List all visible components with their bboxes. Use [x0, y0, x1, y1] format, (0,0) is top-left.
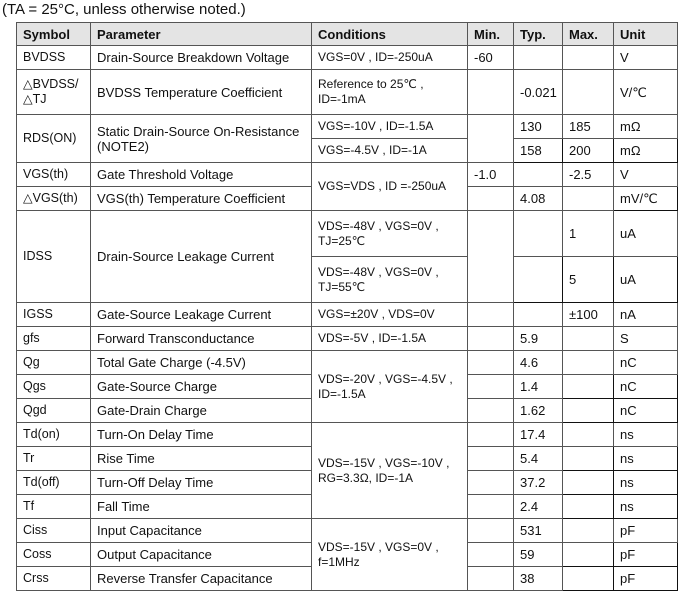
table-caption: (TA = 25°C, unless otherwise noted.) — [2, 1, 246, 18]
max-cell: -2.5 — [563, 163, 614, 187]
table-row — [17, 115, 678, 139]
typ-cell — [514, 303, 563, 327]
parameter-cell: Rise Time — [91, 447, 312, 471]
symbol-cell: VGS(th) — [17, 163, 91, 187]
parameter-cell: Gate-Drain Charge — [91, 399, 312, 423]
parameter-cell: Static Drain-Source On-Resistance (NOTE2) — [91, 115, 312, 163]
symbol-cell: Qgd — [17, 399, 91, 423]
typ-cell: 531 — [514, 519, 563, 543]
header-parameter: Parameter — [91, 23, 312, 46]
unit-cell: ns — [614, 471, 678, 495]
typ-cell — [514, 257, 563, 303]
typ-cell: 158 — [514, 139, 563, 163]
typ-cell: 38 — [514, 567, 563, 591]
typ-cell: 1.62 — [514, 399, 563, 423]
min-cell — [468, 543, 514, 567]
max-cell: 185 — [563, 115, 614, 139]
max-cell — [563, 471, 614, 495]
table-row — [17, 351, 678, 375]
typ-cell: 17.4 — [514, 423, 563, 447]
unit-cell: uA — [614, 257, 678, 303]
conditions-cell: VGS=0V , ID=-250uA — [312, 46, 468, 70]
max-cell — [563, 447, 614, 471]
min-cell — [468, 375, 514, 399]
typ-cell: 4.6 — [514, 351, 563, 375]
max-cell — [563, 70, 614, 115]
min-cell: -60 — [468, 46, 514, 70]
min-cell — [468, 567, 514, 591]
parameter-cell: Total Gate Charge (-4.5V) — [91, 351, 312, 375]
min-cell — [468, 70, 514, 115]
symbol-cell: Tf — [17, 495, 91, 519]
header-unit: Unit — [614, 23, 678, 46]
unit-cell: nC — [614, 351, 678, 375]
typ-cell: 37.2 — [514, 471, 563, 495]
symbol-cell: Qgs — [17, 375, 91, 399]
typ-cell — [514, 163, 563, 187]
unit-cell: nC — [614, 399, 678, 423]
typ-cell — [514, 211, 563, 257]
unit-cell: nA — [614, 303, 678, 327]
max-cell — [563, 543, 614, 567]
symbol-cell: Ciss — [17, 519, 91, 543]
max-cell: 1 — [563, 211, 614, 257]
conditions-cell: VGS=VDS , ID =-250uA — [312, 163, 468, 211]
electrical-characteristics-table — [16, 22, 678, 591]
symbol-cell: IDSS — [17, 211, 91, 303]
unit-cell: pF — [614, 567, 678, 591]
min-cell — [468, 351, 514, 375]
unit-cell: V — [614, 46, 678, 70]
max-cell — [563, 46, 614, 70]
typ-cell: 4.08 — [514, 187, 563, 211]
unit-cell: S — [614, 327, 678, 351]
max-cell — [563, 375, 614, 399]
table-row — [17, 327, 678, 351]
conditions-cell: VGS=-4.5V , ID=-1A — [312, 139, 468, 163]
parameter-cell: Forward Transconductance — [91, 327, 312, 351]
symbol-cell: gfs — [17, 327, 91, 351]
typ-cell: 5.4 — [514, 447, 563, 471]
parameter-cell: Reverse Transfer Capacitance — [91, 567, 312, 591]
typ-cell: 1.4 — [514, 375, 563, 399]
conditions-cell: Reference to 25℃ , ID=-1mA — [312, 70, 468, 115]
symbol-cell: Qg — [17, 351, 91, 375]
max-cell — [563, 567, 614, 591]
table-row — [17, 423, 678, 447]
max-cell — [563, 495, 614, 519]
symbol-cell: BVDSS — [17, 46, 91, 70]
symbol-cell: RDS(ON) — [17, 115, 91, 163]
parameter-cell: Drain-Source Leakage Current — [91, 211, 312, 303]
parameter-cell: VGS(th) Temperature Coefficient — [91, 187, 312, 211]
max-cell — [563, 327, 614, 351]
min-cell — [468, 327, 514, 351]
parameter-cell: Turn-On Delay Time — [91, 423, 312, 447]
min-cell — [468, 519, 514, 543]
max-cell: ±100 — [563, 303, 614, 327]
max-cell — [563, 423, 614, 447]
min-cell — [468, 423, 514, 447]
table-row — [17, 46, 678, 70]
min-cell — [468, 211, 514, 303]
unit-cell: uA — [614, 211, 678, 257]
conditions-cell: VDS=-15V , VGS=-10V , RG=3.3Ω, ID=-1A — [312, 423, 468, 519]
parameter-cell: BVDSS Temperature Coefficient — [91, 70, 312, 115]
typ-cell: 5.9 — [514, 327, 563, 351]
min-cell — [468, 187, 514, 211]
conditions-cell: VGS=±20V , VDS=0V — [312, 303, 468, 327]
max-cell — [563, 399, 614, 423]
typ-cell — [514, 46, 563, 70]
header-conditions: Conditions — [312, 23, 468, 46]
unit-cell: V/℃ — [614, 70, 678, 115]
table-row — [17, 519, 678, 543]
symbol-cell: Coss — [17, 543, 91, 567]
unit-cell: mΩ — [614, 115, 678, 139]
typ-cell: 59 — [514, 543, 563, 567]
max-cell — [563, 519, 614, 543]
header-symbol: Symbol — [17, 23, 91, 46]
min-cell: -1.0 — [468, 163, 514, 187]
unit-cell: ns — [614, 495, 678, 519]
conditions-cell: VDS=-5V , ID=-1.5A — [312, 327, 468, 351]
symbol-cell: Td(on) — [17, 423, 91, 447]
parameter-cell: Output Capacitance — [91, 543, 312, 567]
min-cell — [468, 471, 514, 495]
unit-cell: mV/℃ — [614, 187, 678, 211]
parameter-cell: Input Capacitance — [91, 519, 312, 543]
symbol-cell: △BVDSS/△TJ — [17, 70, 91, 115]
unit-cell: mΩ — [614, 139, 678, 163]
symbol-cell: Crss — [17, 567, 91, 591]
symbol-cell: IGSS — [17, 303, 91, 327]
max-cell: 200 — [563, 139, 614, 163]
conditions-cell: VDS=-15V , VGS=0V , f=1MHz — [312, 519, 468, 591]
conditions-cell: VGS=-10V , ID=-1.5A — [312, 115, 468, 139]
parameter-cell: Turn-Off Delay Time — [91, 471, 312, 495]
symbol-cell: Td(off) — [17, 471, 91, 495]
unit-cell: V — [614, 163, 678, 187]
parameter-cell: Gate Threshold Voltage — [91, 163, 312, 187]
parameter-cell: Drain-Source Breakdown Voltage — [91, 46, 312, 70]
min-cell — [468, 447, 514, 471]
parameter-cell: Gate-Source Leakage Current — [91, 303, 312, 327]
unit-cell: pF — [614, 543, 678, 567]
table-row — [17, 163, 678, 187]
header-typ: Typ. — [514, 23, 563, 46]
header-row — [17, 23, 678, 46]
symbol-cell: △VGS(th) — [17, 187, 91, 211]
unit-cell: pF — [614, 519, 678, 543]
parameter-cell: Gate-Source Charge — [91, 375, 312, 399]
min-cell — [468, 303, 514, 327]
conditions-cell: VDS=-48V , VGS=0V , TJ=55℃ — [312, 257, 468, 303]
typ-cell: -0.021 — [514, 70, 563, 115]
table-row — [17, 211, 678, 257]
max-cell — [563, 187, 614, 211]
max-cell: 5 — [563, 257, 614, 303]
unit-cell: ns — [614, 447, 678, 471]
header-min: Min. — [468, 23, 514, 46]
unit-cell: nC — [614, 375, 678, 399]
min-cell — [468, 115, 514, 163]
typ-cell: 2.4 — [514, 495, 563, 519]
parameter-cell: Fall Time — [91, 495, 312, 519]
max-cell — [563, 351, 614, 375]
symbol-cell: Tr — [17, 447, 91, 471]
unit-cell: ns — [614, 423, 678, 447]
header-max: Max. — [563, 23, 614, 46]
min-cell — [468, 495, 514, 519]
conditions-cell: VDS=-48V , VGS=0V , TJ=25℃ — [312, 211, 468, 257]
table-row — [17, 303, 678, 327]
min-cell — [468, 399, 514, 423]
table-row — [17, 70, 678, 115]
typ-cell: 130 — [514, 115, 563, 139]
conditions-cell: VDS=-20V , VGS=-4.5V , ID=-1.5A — [312, 351, 468, 423]
